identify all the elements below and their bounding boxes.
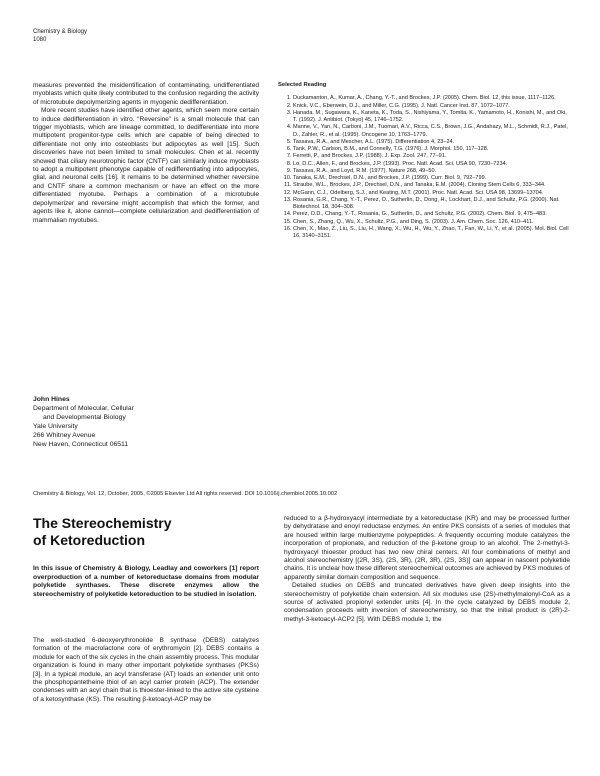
reference-item: 6. Tank, P.W., Carlson, B.M., and Connelly, T.G. (1976). J. Morphol. 150, 117–128. — [293, 146, 570, 153]
paragraph: The well-studied 6-deoxyerythronolide B synthase (DEBS) catalyzes formation of the macrolactone core of erythromycin [2]. DEBS contains a module for each of the six cycles in the chain assembly process. This modular organization is found in many other important polyketide synthases (PKSs) [3]. In a typical module, an acyl transferase (AT) loads an extender unit onto the phosphopantetheine thiol of an acyl carrier protein (ACP). The extender condenses with an acyl chain that is thioester-linked to the active site cysteine of a ketosynthase (KS). The resulting β-ketoacyl-ACP may be — [33, 637, 259, 703]
reference-item: 8. Lo, D.C., Allen, F., and Brockes, J.P. (1993). Proc. Natl. Acad. Sci. USA 90, 7230–7234. — [293, 161, 570, 168]
paragraph: reduced to a β-hydroxyacyl intermediate by a ketoreductase (KR) and may be processed further by dehydratase and enoyl reductase enzymes. An entire PKS consists of a series of modules that are housed within large multienzyme polypeptides. A frequently occurring module catalyzes the incorporation of propionate, and reduction of the β-ketone group to an alcohol. The 2-methyl-3-hydroxyacyl thioester product has two new chiral centers. All four combinations of methyl and alcohol stereochemistry [(2R, 3S), (2S, 3R), (2R, 3R), (2S, 3S)] can appear in nascent polyketide chains. It is unclear how these different stereochemical outcomes are achieved by PKS modules of apparently similar domain composition and sequence. — [284, 515, 570, 581]
journal-name: Chemistry & Biology — [33, 29, 88, 35]
paragraph: measures prevented the misidentification of contaminating, undifferentiated myoblasts which quite likely contributed to the confusion regarding the activity of microtubule depolymerizing agents in myogenic dedifferentiation. — [33, 82, 259, 106]
address-line: Yale University — [33, 423, 78, 430]
reference-item: 5. Tassava, R.A., and Mescher, A.L. (1975). Differentiation 4, 23–24. — [293, 139, 570, 146]
selected-reading — [278, 82, 570, 240]
address-line: Department of Molecular, Cellular — [33, 405, 134, 412]
author-address — [33, 395, 233, 449]
paragraph: More recent studies have identified other agents, which seem more certain to induce dedifferentiation in vitro. “Reversine” is a small molecule that can trigger myoblasts, which are lineage committed, to dedifferentiate into more multipotent progenitor-type cells which are capable of being directed to differentiate not only into osteoblasts but adipocytes as well [15]. Such discoveries have not been limited to small molecules: Chen et al. recently showed that ciliary neurotrophic factor (CNTF) can similarly induce myoblasts to adopt a multipotent phenotype capable of redifferentiating into adipocytes, glial, and neuronal cells [16]. It remains to be determined whether reversine and CNTF share a common mechanism or have an effect on the more differentiated myotube. Perhaps a combination of a microtubule depolymerizer and reversine might accomplish that which the former, and agents like it, alone cannot—complete cellularization and dedifferentiation of mammalian myotubes. — [33, 107, 259, 224]
reference-item: 11. Straube, W.L., Brockes, J.P., Drechsel, D.N., and Tanaka, E.M. (2004). Cloning Stem Cells 6, 333–344. — [293, 182, 570, 189]
reference-item: 2. Knick, V.C., Eberwein, D.J., and Miller, C.G. (1995). J. Natl. Cancer Inst. 87, 1072–1077. — [293, 103, 570, 110]
journal-footer: Chemistry & Biology, Vol. 12, October, 2005, ©2005 Elsevier Ltd All rights reserved. DOI 10.1016/j.chembiol.2005.10.002 — [33, 491, 338, 497]
reference-item: 13. Rosania, G.R., Chang, Y.-T., Perez, O., Sutherlin, D., Dong, H., Lockhart, D.J., and Schultz, P.G. (2000). Nat. Biotechnol. 18, 304–308. — [293, 197, 570, 212]
paragraph: Detailed studies on DEBS and truncated derivatives have given deep insights into the stereochemistry of polyketide chain extension. All six modules use (2S)-methylmalonyl-CoA as a source of activated propionyl extender units [4]. In the cycle catalyzed by DEBS module 2, condensation proceeds with inversion of stereochemistry, so that the initial product is (2R)-2-methyl-3-ketoacyl-ACP2 [5]. With DEBS module 1, the — [284, 582, 570, 623]
reference-item: 4. Manne, V., Yan, N., Carboni, J.M., Tuomari, A.V., Ricca, C.S., Brown, J.G., Andahazy, M.L., Schmidt, R.J., Patel, D., Zahler, R., et al. (1995). Oncogene 10, 1763–1779. — [293, 124, 570, 139]
address-line: New Haven, Connecticut 06511 — [33, 441, 129, 448]
article-abstract: In this issue of Chemistry & Biology, Leadlay and coworkers [1] report overproduction of a number of ketoreductase domains from modular polyketide synthases. These discrete enzymes allow the stereochemistry of polyketide ketoreduction to be studied in isolation. — [33, 565, 259, 598]
page-number: 1080 — [33, 36, 47, 43]
reference-list — [278, 95, 570, 240]
reference-item: 9. Tassava, R.A., and Loyd, R.M. (1977). Nature 268, 49–50. — [293, 168, 570, 175]
body-left-column — [33, 637, 259, 704]
reference-item: 14. Perez, O.D., Chang, Y.-T., Rosania, G., Sutherlin, D., and Schultz, P.G. (2002). Chem. Biol. 9, 475–483. — [293, 211, 570, 218]
upper-article-text — [33, 82, 259, 225]
reference-item: 3. Hanada, M., Sugawara, K., Kaneta, K., Toda, S., Nishiyama, Y., Tomita, K., Yamamoto, H., Konishi, M., and Oki, T. (1992). J. Antibiot. (Tokyo) 45, 1746–1752. — [293, 110, 570, 125]
article-title-line: The Stereochemistry — [33, 515, 172, 531]
reference-item: 12. McGann, C.J., Odelberg, S.J., and Keating, M.T. (2001). Proc. Natl. Acad. Sci. USA 98, 13699–13704. — [293, 190, 570, 197]
reference-item: 7. Ferretti, P., and Brockes, J.P. (1988). J. Exp. Zool. 247, 77–91. — [293, 153, 570, 160]
selected-reading-title: Selected Reading — [278, 82, 327, 88]
article-title-line: of Ketoreduction — [33, 532, 145, 548]
running-head — [33, 29, 87, 44]
reference-item: 1. Duckamanton, A., Kumar, A., Chang, Y.-T., and Brockes, J.P. (2005). Chem. Biol. 12, this issue, 1117–1126. — [293, 95, 570, 102]
address-line: 266 Whitney Avenue — [33, 432, 96, 439]
author-name: John Hines — [33, 396, 70, 403]
address-line: and Developmental Biology — [43, 414, 126, 421]
article-title — [33, 515, 172, 549]
reference-item: 10. Tanaka, E.M., Drechsel, D.N., and Brockes, J.P. (1999). Curr. Biol. 9, 792–799. — [293, 175, 570, 182]
body-right-column — [284, 515, 570, 624]
reference-item: 15. Chen, S., Zhang, Q., Wu, X., Schultz, P.G., and Ding, S. (2003). J. Am. Chem. Soc. 126, 410–411. — [293, 219, 570, 226]
reference-item: 16. Chen, X., Mao, Z., Liu, S., Liu, H., Wang, X., Wu, H., Wu, Y., Zhao, T., Fan, W., Li, Y., et al. (2005). Mol. Biol. Cell 16, 3140–3151. — [293, 226, 570, 241]
